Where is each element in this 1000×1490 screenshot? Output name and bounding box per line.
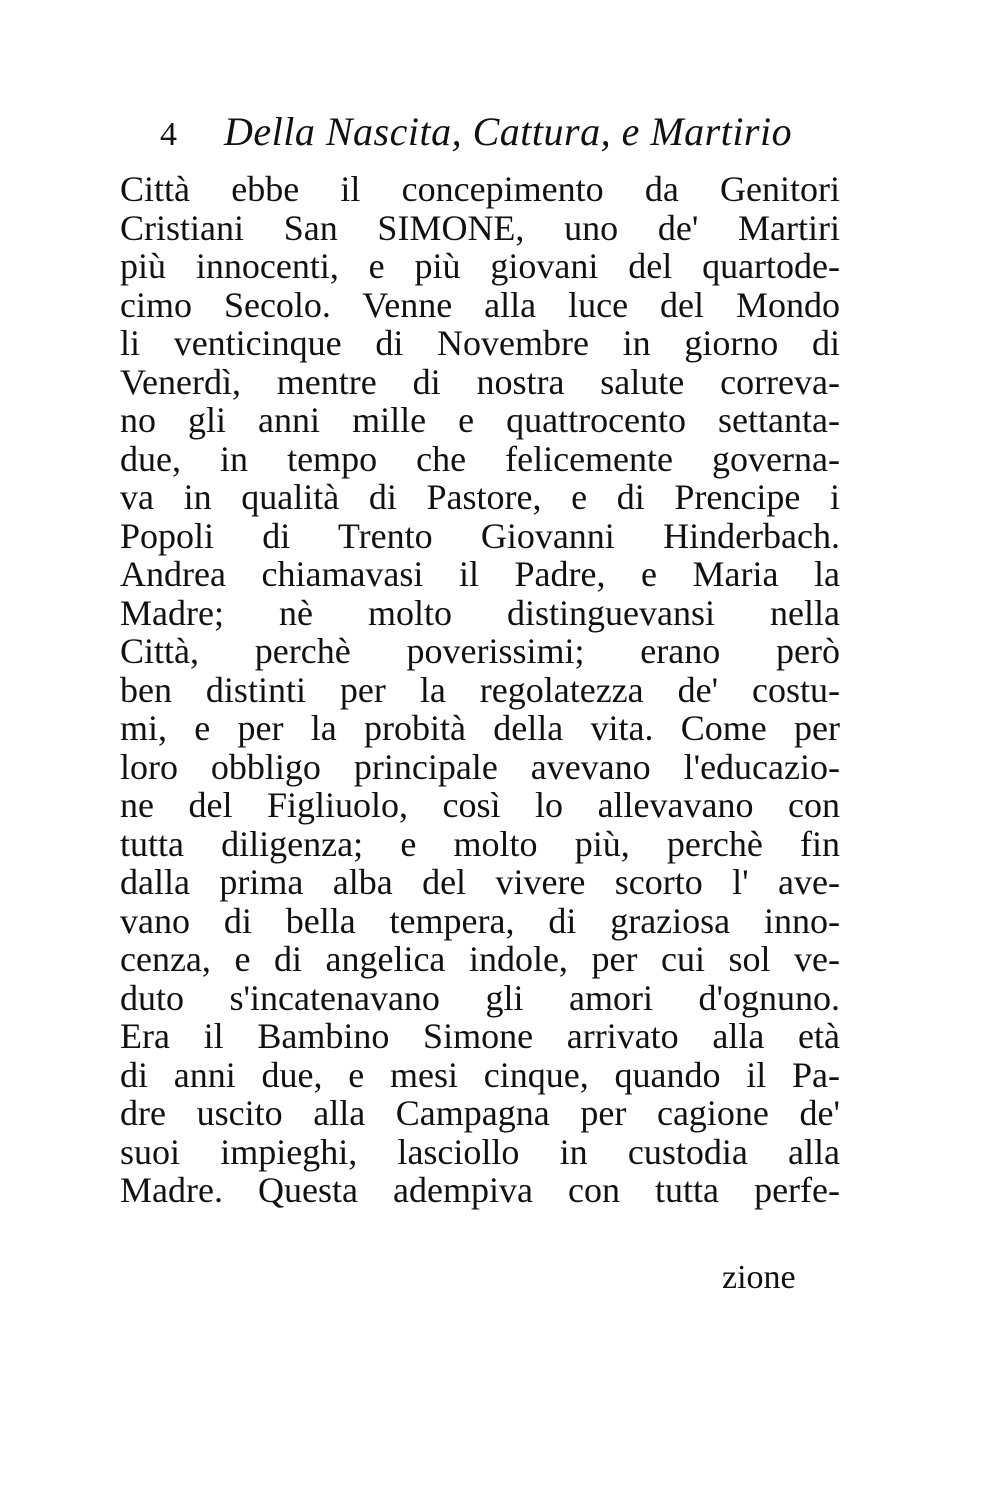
text-line: suoi impieghi, lasciollo in custodia alla — [120, 1131, 840, 1172]
body-text — [120, 170, 840, 1210]
page-number: 4 — [160, 116, 177, 153]
text-line: duto s'incatenavano gli amori d'ognuno. — [120, 977, 840, 1018]
text-line: vano di bella tempera, di graziosa inno- — [120, 900, 840, 941]
text-line: Città, perchè poverissimi; erano però — [120, 631, 840, 671]
text-line: Andrea chiamavasi il Padre, e Maria la — [120, 554, 840, 594]
text-line: Era il Bambino Simone arrivato alla età — [120, 1016, 840, 1056]
text-line: Venerdì, mentre di nostra salute correva- — [120, 361, 840, 402]
text-line: Madre; nè molto distinguevansi nella — [120, 592, 840, 633]
catchword: zione — [722, 1259, 796, 1296]
running-title: Della Nascita, Cattura, e Martirio — [224, 109, 793, 154]
text-line: Madre. Questa adempiva con tutta perfe- — [120, 1170, 840, 1210]
text-line: li venticinque di Novembre in giorno di — [120, 323, 840, 363]
text-line: ne del Figliuolo, così lo allevavano con — [120, 785, 840, 825]
text-line: no gli anni mille e quattrocento settanta- — [120, 400, 840, 440]
text-line: tutta diligenza; e molto più, perchè fin — [120, 823, 840, 864]
text-line: loro obbligo principale avevano l'educazio- — [120, 746, 840, 787]
text-line: Cristiani San SIMONE, uno de' Martiri — [120, 207, 840, 248]
text-line: cimo Secolo. Venne alla luce del Mondo — [120, 284, 840, 325]
text-line: mi, e per la probità della vita. Come per — [120, 708, 840, 748]
text-line: dre uscito alla Campagna per cagione de' — [120, 1093, 840, 1133]
text-line: più innocenti, e più giovani del quartode- — [120, 246, 840, 286]
text-line: cenza, e di angelica indole, per cui sol ve- — [120, 939, 840, 979]
text-line: di anni due, e mesi cinque, quando il Pa- — [120, 1054, 840, 1095]
text-line: due, in tempo che felicemente governa- — [120, 438, 840, 479]
text-line: dalla prima alba del vivere scorto l' ave- — [120, 862, 840, 902]
text-line: Città ebbe il concepimento da Genitori — [120, 169, 840, 209]
text-line: Popoli di Trento Giovanni Hinderbach. — [120, 515, 840, 556]
text-line: ben distinti per la regolatezza de' costu- — [120, 669, 840, 710]
running-head — [160, 108, 792, 158]
text-line: va in qualità di Pastore, e di Prencipe i — [120, 477, 840, 517]
